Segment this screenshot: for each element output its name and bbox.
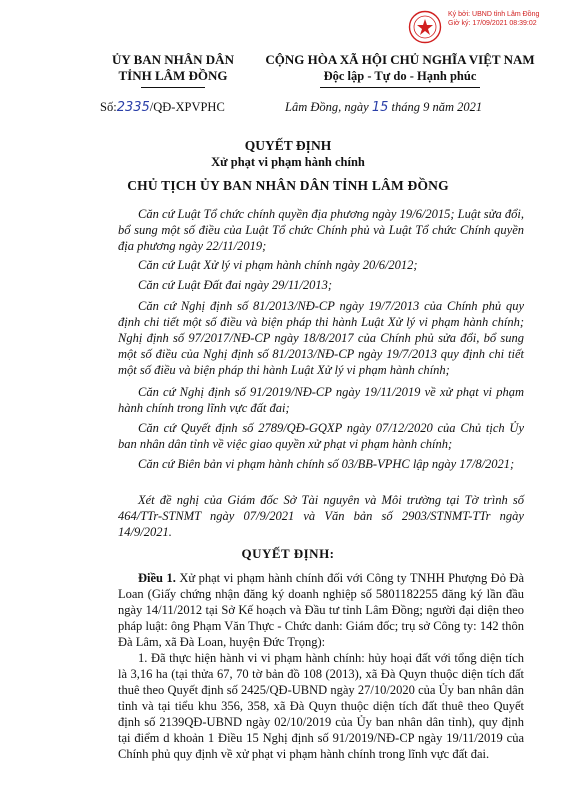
- digital-signature: [408, 6, 558, 46]
- seal-icon: [408, 10, 442, 44]
- article-1: [118, 570, 524, 650]
- basis-paragraph: Căn cứ Luật Xử lý vi phạm hành chính ngày 20/6/2012;: [138, 258, 418, 272]
- decision-heading: QUYẾT ĐỊNH:: [241, 546, 335, 561]
- article-1-label: Điều 1.: [138, 571, 176, 585]
- signature-line-1: Ký bởi: UBND tỉnh Lâm Đồng: [448, 11, 540, 18]
- basis-paragraph: Căn cứ Luật Đất đai ngày 29/11/2013;: [138, 278, 333, 292]
- nation-name: CỘNG HÒA XÃ HỘI CHỦ NGHĨA VIỆT NAM: [265, 52, 535, 67]
- article-1-text: Xử phạt vi phạm hành chính đối với Công ty TNHH Phượng Đỏ Đà Loan (Giấy chứng nhận đăng ký doanh nghiệp số 5801182255 đăng ký lần đầu ngày 14/11/2012 tại Sở Kế hoạch và Đầu tư tỉnh Lâm Đồng; người đại diện theo pháp luật: ông Phạm Văn Thực - Chức danh: Giám đốc; trụ sở Công ty: 142 thôn Đà Lâm, xã Đà Loan, huyện Đức Trọng):: [118, 571, 525, 649]
- motto: Độc lập - Tự do - Hạnh phúc: [323, 69, 477, 83]
- signature-line-2: Giờ ký: 17/09/2021 08:39:02: [448, 20, 537, 27]
- basis-paragraph: Căn cứ Nghị định số 81/2013/NĐ-CP ngày 19/7/2013 của Chính phủ quy định chi tiết một số điều và biện pháp thi hành Luật Xử lý vi phạm hành chính; Nghị định số 97/2017/NĐ-CP ngày 18/8/2017 của Chính phủ sửa đổi, bổ sung một số điều của Nghị định số 81/2013/NĐ-CP ngày 19/7/2013 quy định chi tiết một số điều và biện pháp thi hành Luật Xử lý vi phạm hành chính;: [118, 299, 524, 377]
- divider: [320, 87, 480, 88]
- basis-paragraph: Căn cứ Quyết định số 2789/QĐ-GQXP ngày 07/12/2020 của Chủ tịch Ủy ban nhân dân tỉnh về việc giao quyền xử phạt vi phạm hành chính;: [118, 421, 524, 451]
- document-number: [100, 100, 225, 115]
- docno-handwritten: 2335: [116, 100, 150, 115]
- docno-suffix: /QĐ-XPVPHC: [149, 100, 225, 114]
- doc-subtitle: Xử phạt vi phạm hành chính: [211, 155, 365, 169]
- doc-title: QUYẾT ĐỊNH: [244, 138, 332, 153]
- basis-paragraph: Xét đề nghị của Giám đốc Sở Tài nguyên và Môi trường tại Tờ trình số 464/TTr-STNMT ngày 07/9/2021 và Văn bản số 2903/STNMT-TTr ngày 14/9/2021.: [118, 493, 524, 539]
- basis-paragraph: Căn cứ Luật Tổ chức chính quyền địa phương ngày 19/6/2015; Luật sửa đổi, bổ sung một số điều của Luật Tổ chức Chính phủ và Luật Tổ chức Chính quyền địa phương ngày 22/11/2019;: [118, 207, 524, 253]
- signature-text: [448, 10, 560, 28]
- basis-paragraph: Căn cứ Nghị định số 91/2019/NĐ-CP ngày 19/11/2019 về xử phạt vi phạm hành chính trong lĩnh vực đất đai;: [118, 385, 524, 415]
- docno-prefix: Số:: [100, 100, 117, 114]
- date-suffix: tháng 9 năm 2021: [388, 100, 483, 114]
- agency-line-1: ỦY BAN NHÂN DÂN: [112, 52, 234, 67]
- nation-header: [250, 52, 550, 88]
- divider: [141, 87, 205, 88]
- article-1-item-1: 1. Đã thực hiện hành vi vi phạm hành chính: hủy hoại đất với tổng diện tích là 3,16 ha (tại thửa 67, 70 tờ bản đồ 108 (2013), xã Đà Quyn thuộc diện tích đất thuê theo Quyết định số 2425/QĐ-UBND ngày 27/10/2020 của Ủy ban nhân dân tỉnh và tại tiểu khu 356, 358, xã Đà Quyn thuộc diện tích đất thuê theo Quyết định số 2139QĐ-UBND ngày 02/10/2019 của Ủy ban nhân dân tỉnh), quy định tại điểm d khoản 1 Điều 15 Nghị định số 91/2019/NĐ-CP ngày 19/11/2019 của Chính phủ quy định về xử phạt vi phạm hành chính trong lĩnh vực đất đai.: [118, 651, 524, 761]
- basis-paragraph: Căn cứ Biên bản vi phạm hành chính số 03/BB-VPHC lập ngày 17/8/2021;: [138, 457, 515, 471]
- date-prefix: Lâm Đồng, ngày: [285, 100, 372, 114]
- date-day-handwritten: 15: [371, 100, 389, 115]
- issuer-title: CHỦ TỊCH ỦY BAN NHÂN DÂN TỈNH LÂM ĐỒNG: [127, 178, 449, 193]
- agency-line-2: TỈNH LÂM ĐỒNG: [118, 68, 228, 83]
- document-date: [285, 100, 482, 115]
- agency-header: [88, 52, 258, 88]
